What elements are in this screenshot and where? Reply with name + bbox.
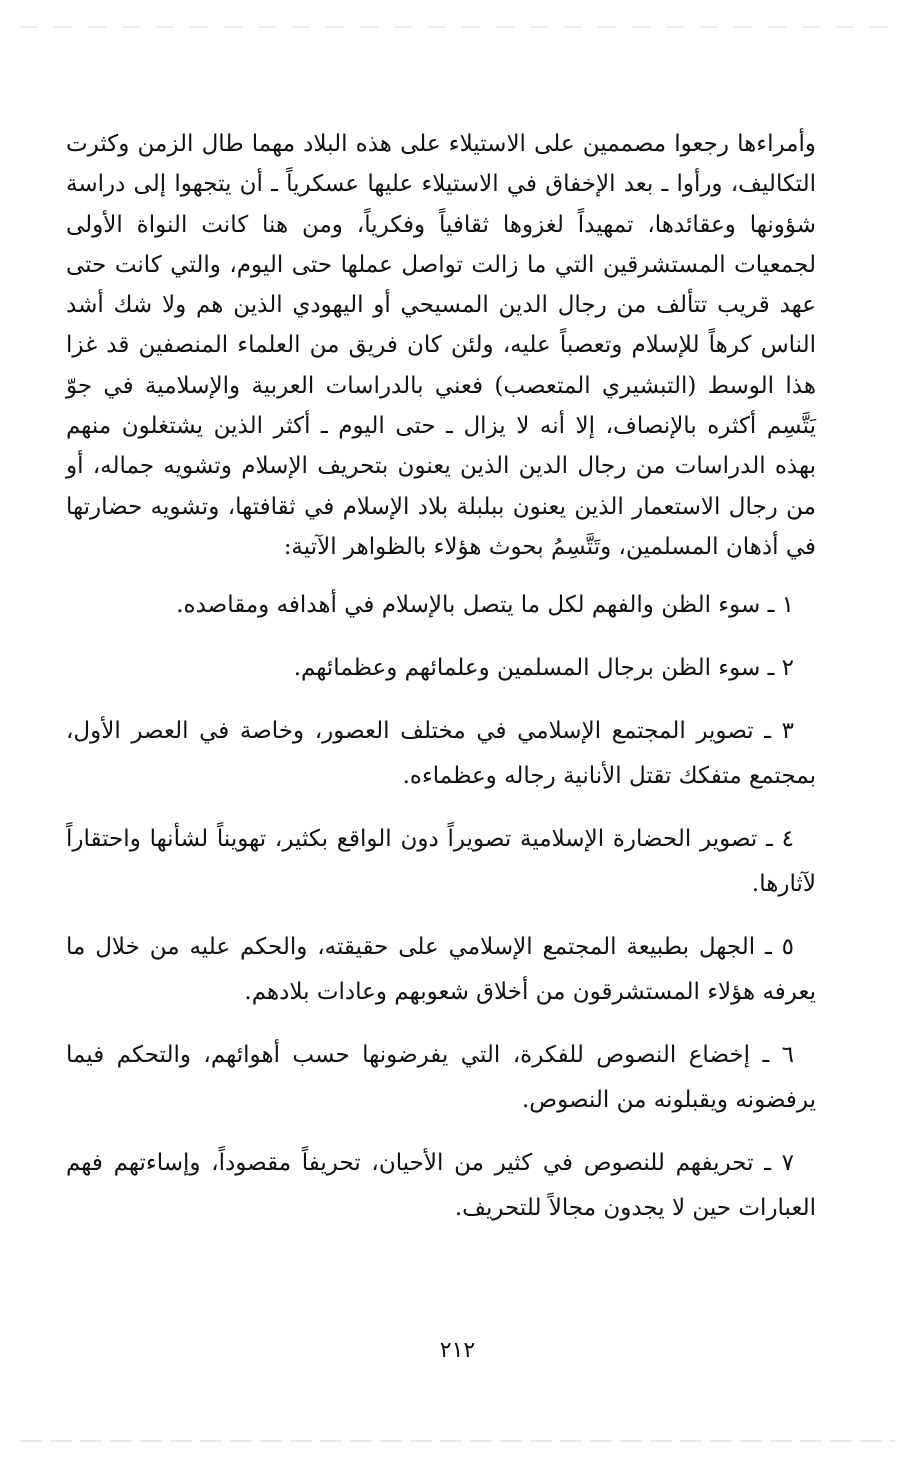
main-paragraph: وأمراءها رجعوا مصممين على الاستيلاء على هذه البلاد مهما طال الزمن وكثرت التكاليف، ورأوا ـ بعد الإخفاق في الاستيلاء عليها عسكرياً ـ أن يتجهوا إلى دراسة شؤونها وعقائدها، تمهيداً لغزوها ثقافياً وفكرياً، ومن هنا كانت النواة الأولى لجمعيات المستشرقين التي ما زالت تواصل عملها حتى اليوم، والتي كانت حتى عهد قريب تتألف من رجال الدين المسيحي أو اليهودي الذين هم ولا شك أشد الناس كرهاً للإسلام وتعصباً عليه، ولئن كان فريق من العلماء المنصفين قد غزا هذا الوسط (التبشيري المتعصب) فعني بالدراسات العربية والإسلامية في جوّ يَتَّسِم أكثره بالإنصاف، إلا أنه لا يزال ـ حتى اليوم ـ أكثر الذين يشتغلون منهم بهذه الدراسات من رجال الدين الذين يعنون بتحريف الإسلام وتشويه جماله، أو من رجال الاستعمار الذين يعنون ببلبلة بلاد الإسلام في ثقافتها، وتشويه حضارتها في أذهان المسلمين، وتَتَّسِمُ بحوث هؤلاء بالظواهر الآتية: — [66, 131, 816, 560]
list-item: ٦ ـ إخضاع النصوص للفكرة، التي يفرضونها حسب أهوائهم، والتحكم فيما يرفضونه ويقبلونه من النصوص. — [66, 1042, 816, 1114]
list-item: ٢ ـ سوء الظن برجال المسلمين وعلمائهم وعظمائهم. — [293, 655, 794, 682]
scan-edge-top — [20, 26, 895, 28]
page-number: ٢١٢ — [439, 1338, 476, 1363]
list-item: ٥ ـ الجهل بطبيعة المجتمع الإسلامي على حقيقته، والحكم عليه من خلال ما يعرفه هؤلاء المستشرقون من أخلاق شعوبهم وعادات بلادهم. — [66, 934, 816, 1006]
point-list — [66, 583, 816, 1231]
list-item: ٧ ـ تحريفهم للنصوص في كثير من الأحيان، تحريفاً مقصوداً، وإساءتهم فهم العبارات حين لا يجدون مجالاً للتحريف. — [66, 1150, 816, 1222]
list-item: ١ ـ سوء الظن والفهم لكل ما يتصل بالإسلام في أهدافه ومقاصده. — [176, 592, 794, 619]
list-item: ٤ ـ تصوير الحضارة الإسلامية تصويراً دون الواقع بكثير، تهويناً لشأنها واحتقاراً لآثارها. — [66, 826, 816, 898]
list-item: ٣ ـ تصوير المجتمع الإسلامي في مختلف العصور، وخاصة في العصر الأول، بمجتمع متفكك تقتل الأنانية رجاله وعظماءه. — [66, 718, 816, 790]
text-block — [66, 124, 816, 1249]
scan-edge-bottom — [20, 1440, 895, 1442]
